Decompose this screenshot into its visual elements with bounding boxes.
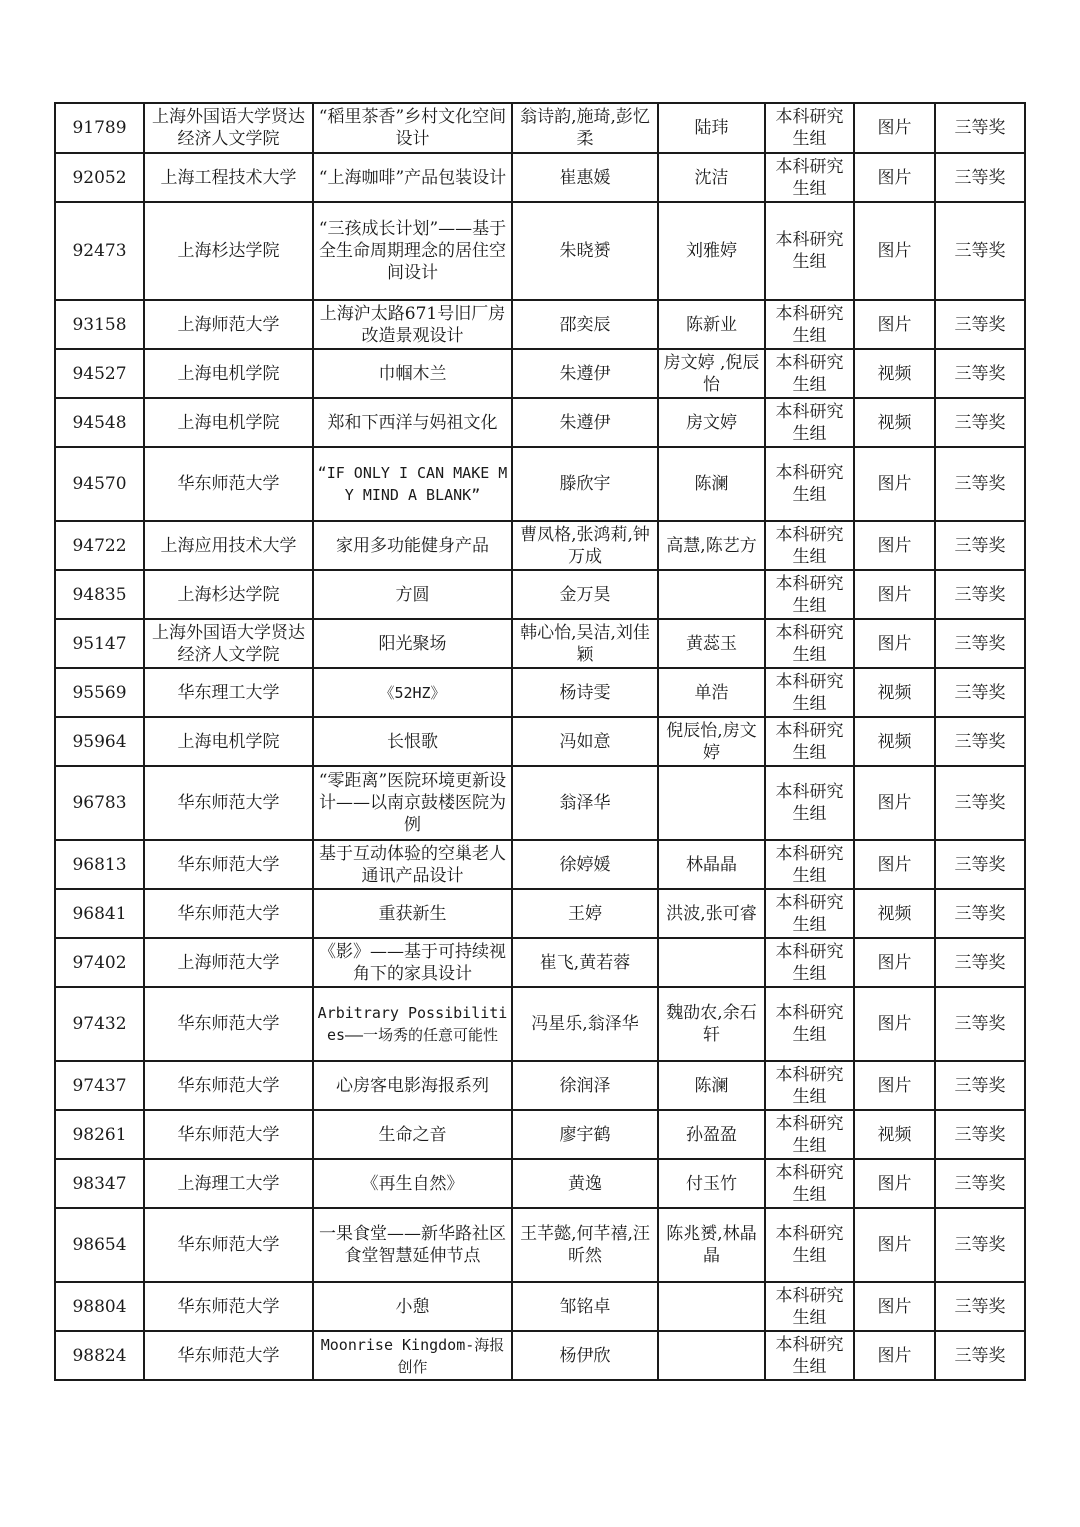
cell-title: “三孩成长计划”——基于全生命周期理念的居住空间设计 — [313, 202, 512, 300]
cell-title: 重获新生 — [313, 889, 512, 938]
cell-id: 96783 — [55, 766, 144, 840]
cell-school: 上海杉达学院 — [144, 570, 313, 619]
cell-id: 92473 — [55, 202, 144, 300]
cell-advisor: 刘雅婷 — [658, 202, 765, 300]
cell-type: 图片 — [854, 1208, 935, 1282]
cell-type: 视频 — [854, 349, 935, 398]
cell-advisor: 高慧,陈艺方 — [658, 521, 765, 570]
cell-type: 图片 — [854, 521, 935, 570]
cell-type: 图片 — [854, 447, 935, 521]
cell-title: 阳光聚场 — [313, 619, 512, 668]
cell-authors: 崔飞,黄若蓉 — [512, 938, 658, 987]
cell-advisor: 黄蕊玉 — [658, 619, 765, 668]
cell-authors: 冯星乐,翁泽华 — [512, 987, 658, 1061]
cell-school: 上海师范大学 — [144, 300, 313, 349]
cell-id: 95147 — [55, 619, 144, 668]
cell-advisor: 单浩 — [658, 668, 765, 717]
cell-authors: 邹铭卓 — [512, 1282, 658, 1331]
cell-id: 93158 — [55, 300, 144, 349]
cell-id: 92052 — [55, 153, 144, 202]
cell-group: 本科研究生组 — [765, 668, 854, 717]
cell-school: 华东师范大学 — [144, 1110, 313, 1159]
cell-award: 三等奖 — [935, 447, 1025, 521]
cell-award: 三等奖 — [935, 398, 1025, 447]
cell-title: 《再生自然》 — [313, 1159, 512, 1208]
cell-award: 三等奖 — [935, 1331, 1025, 1380]
cell-authors: 翁诗韵,施琦,彭忆柔 — [512, 103, 658, 153]
cell-advisor: 陈澜 — [658, 447, 765, 521]
cell-award: 三等奖 — [935, 1208, 1025, 1282]
cell-award: 三等奖 — [935, 766, 1025, 840]
table-row — [55, 987, 1025, 1061]
cell-school: 华东师范大学 — [144, 1208, 313, 1282]
table-row — [55, 521, 1025, 570]
cell-type: 图片 — [854, 938, 935, 987]
cell-id: 96841 — [55, 889, 144, 938]
cell-title: 郑和下西洋与妈祖文化 — [313, 398, 512, 447]
cell-advisor — [658, 1282, 765, 1331]
cell-id: 98824 — [55, 1331, 144, 1380]
cell-title: 心房客电影海报系列 — [313, 1061, 512, 1110]
cell-id: 98261 — [55, 1110, 144, 1159]
cell-type: 视频 — [854, 889, 935, 938]
awards-table-body — [55, 103, 1025, 1380]
cell-authors: 王婷 — [512, 889, 658, 938]
cell-type: 图片 — [854, 1061, 935, 1110]
cell-title: Moonrise Kingdom-海报创作 — [313, 1331, 512, 1380]
cell-group: 本科研究生组 — [765, 521, 854, 570]
cell-school: 华东理工大学 — [144, 668, 313, 717]
cell-school: 上海外国语大学贤达经济人文学院 — [144, 619, 313, 668]
cell-authors: 冯如意 — [512, 717, 658, 766]
cell-award: 三等奖 — [935, 938, 1025, 987]
cell-advisor: 陈新业 — [658, 300, 765, 349]
table-row — [55, 938, 1025, 987]
cell-school: 华东师范大学 — [144, 766, 313, 840]
cell-title: Arbitrary Possibilities——一场秀的任意可能性 — [313, 987, 512, 1061]
cell-group: 本科研究生组 — [765, 766, 854, 840]
cell-authors: 朱遵伊 — [512, 349, 658, 398]
cell-award: 三等奖 — [935, 1110, 1025, 1159]
cell-group: 本科研究生组 — [765, 1159, 854, 1208]
table-row — [55, 447, 1025, 521]
cell-title: “上海咖啡”产品包装设计 — [313, 153, 512, 202]
cell-authors: 杨诗雯 — [512, 668, 658, 717]
cell-advisor: 林晶晶 — [658, 840, 765, 889]
cell-award: 三等奖 — [935, 717, 1025, 766]
cell-authors: 黄逸 — [512, 1159, 658, 1208]
table-row — [55, 1208, 1025, 1282]
cell-id: 97437 — [55, 1061, 144, 1110]
cell-type: 图片 — [854, 766, 935, 840]
cell-group: 本科研究生组 — [765, 349, 854, 398]
cell-award: 三等奖 — [935, 668, 1025, 717]
cell-authors: 朱晓赟 — [512, 202, 658, 300]
cell-award: 三等奖 — [935, 570, 1025, 619]
cell-authors: 崔惠媛 — [512, 153, 658, 202]
cell-id: 94570 — [55, 447, 144, 521]
cell-group: 本科研究生组 — [765, 987, 854, 1061]
cell-type: 图片 — [854, 153, 935, 202]
cell-authors: 邵奕辰 — [512, 300, 658, 349]
cell-advisor: 倪辰怡,房文婷 — [658, 717, 765, 766]
cell-award: 三等奖 — [935, 521, 1025, 570]
cell-advisor — [658, 570, 765, 619]
cell-group: 本科研究生组 — [765, 153, 854, 202]
document-page — [54, 102, 1024, 1381]
cell-type: 图片 — [854, 103, 935, 153]
cell-type: 图片 — [854, 1282, 935, 1331]
table-row — [55, 1282, 1025, 1331]
cell-id: 94527 — [55, 349, 144, 398]
cell-group: 本科研究生组 — [765, 1110, 854, 1159]
cell-title: 巾帼木兰 — [313, 349, 512, 398]
cell-id: 98347 — [55, 1159, 144, 1208]
cell-award: 三等奖 — [935, 840, 1025, 889]
cell-title: 生命之音 — [313, 1110, 512, 1159]
table-row — [55, 717, 1025, 766]
cell-advisor: 陈兆赟,林晶晶 — [658, 1208, 765, 1282]
table-row — [55, 889, 1025, 938]
cell-group: 本科研究生组 — [765, 570, 854, 619]
cell-school: 上海外国语大学贤达经济人文学院 — [144, 103, 313, 153]
cell-award: 三等奖 — [935, 619, 1025, 668]
cell-advisor: 房文婷 ,倪辰怡 — [658, 349, 765, 398]
cell-id: 95964 — [55, 717, 144, 766]
table-row — [55, 668, 1025, 717]
cell-advisor: 孙盈盈 — [658, 1110, 765, 1159]
cell-award: 三等奖 — [935, 1159, 1025, 1208]
cell-authors: 金万昊 — [512, 570, 658, 619]
cell-school: 上海杉达学院 — [144, 202, 313, 300]
cell-title: “稻里茶香”乡村文化空间设计 — [313, 103, 512, 153]
cell-title: 方圆 — [313, 570, 512, 619]
cell-advisor: 房文婷 — [658, 398, 765, 447]
cell-school: 上海电机学院 — [144, 717, 313, 766]
cell-type: 视频 — [854, 717, 935, 766]
cell-award: 三等奖 — [935, 153, 1025, 202]
cell-group: 本科研究生组 — [765, 1331, 854, 1380]
cell-group: 本科研究生组 — [765, 619, 854, 668]
cell-id: 94835 — [55, 570, 144, 619]
cell-group: 本科研究生组 — [765, 840, 854, 889]
cell-authors: 廖宇鹤 — [512, 1110, 658, 1159]
cell-type: 图片 — [854, 619, 935, 668]
cell-authors: 徐润泽 — [512, 1061, 658, 1110]
table-row — [55, 1061, 1025, 1110]
cell-title: “零距离”医院环境更新设计——以南京鼓楼医院为例 — [313, 766, 512, 840]
cell-title: 一果食堂——新华路社区食堂智慧延伸节点 — [313, 1208, 512, 1282]
cell-title: 上海沪太路671号旧厂房改造景观设计 — [313, 300, 512, 349]
awards-table — [54, 102, 1026, 1381]
cell-school: 上海工程技术大学 — [144, 153, 313, 202]
cell-authors: 杨伊欣 — [512, 1331, 658, 1380]
table-row — [55, 840, 1025, 889]
cell-title: 长恨歌 — [313, 717, 512, 766]
cell-school: 上海应用技术大学 — [144, 521, 313, 570]
cell-group: 本科研究生组 — [765, 202, 854, 300]
cell-group: 本科研究生组 — [765, 398, 854, 447]
cell-type: 图片 — [854, 570, 935, 619]
cell-advisor: 陆玮 — [658, 103, 765, 153]
table-row — [55, 1331, 1025, 1380]
cell-group: 本科研究生组 — [765, 103, 854, 153]
cell-advisor: 沈洁 — [658, 153, 765, 202]
cell-title: 《影》——基于可持续视角下的家具设计 — [313, 938, 512, 987]
cell-school: 华东师范大学 — [144, 889, 313, 938]
cell-advisor: 洪波,张可睿 — [658, 889, 765, 938]
table-row — [55, 300, 1025, 349]
cell-type: 视频 — [854, 398, 935, 447]
cell-id: 94548 — [55, 398, 144, 447]
cell-authors: 曹凤格,张鸿莉,钟万成 — [512, 521, 658, 570]
cell-advisor — [658, 766, 765, 840]
table-row — [55, 202, 1025, 300]
cell-id: 98804 — [55, 1282, 144, 1331]
cell-group: 本科研究生组 — [765, 1282, 854, 1331]
table-row — [55, 619, 1025, 668]
cell-title: 家用多功能健身产品 — [313, 521, 512, 570]
table-row — [55, 103, 1025, 153]
table-row — [55, 398, 1025, 447]
table-row — [55, 349, 1025, 398]
cell-award: 三等奖 — [935, 300, 1025, 349]
cell-award: 三等奖 — [935, 1282, 1025, 1331]
cell-type: 图片 — [854, 840, 935, 889]
cell-type: 图片 — [854, 202, 935, 300]
cell-type: 图片 — [854, 987, 935, 1061]
cell-authors: 滕欣宇 — [512, 447, 658, 521]
cell-group: 本科研究生组 — [765, 938, 854, 987]
cell-id: 97432 — [55, 987, 144, 1061]
cell-id: 98654 — [55, 1208, 144, 1282]
cell-award: 三等奖 — [935, 987, 1025, 1061]
cell-advisor — [658, 938, 765, 987]
cell-group: 本科研究生组 — [765, 889, 854, 938]
cell-award: 三等奖 — [935, 103, 1025, 153]
cell-advisor: 魏劭农,余石轩 — [658, 987, 765, 1061]
cell-school: 华东师范大学 — [144, 447, 313, 521]
cell-award: 三等奖 — [935, 1061, 1025, 1110]
cell-group: 本科研究生组 — [765, 447, 854, 521]
cell-group: 本科研究生组 — [765, 1061, 854, 1110]
cell-school: 华东师范大学 — [144, 840, 313, 889]
cell-authors: 徐婷媛 — [512, 840, 658, 889]
cell-id: 94722 — [55, 521, 144, 570]
cell-award: 三等奖 — [935, 202, 1025, 300]
cell-group: 本科研究生组 — [765, 717, 854, 766]
cell-authors: 翁泽华 — [512, 766, 658, 840]
cell-school: 华东师范大学 — [144, 1282, 313, 1331]
cell-title: “IF ONLY I CAN MAKE MY MIND A BLANK” — [313, 447, 512, 521]
cell-school: 上海师范大学 — [144, 938, 313, 987]
cell-school: 上海理工大学 — [144, 1159, 313, 1208]
cell-school: 华东师范大学 — [144, 1061, 313, 1110]
cell-type: 视频 — [854, 1110, 935, 1159]
table-row — [55, 153, 1025, 202]
cell-id: 91789 — [55, 103, 144, 153]
table-row — [55, 1110, 1025, 1159]
cell-authors: 王芊懿,何芊禧,汪昕然 — [512, 1208, 658, 1282]
cell-title: 《52HZ》 — [313, 668, 512, 717]
cell-award: 三等奖 — [935, 889, 1025, 938]
cell-id: 97402 — [55, 938, 144, 987]
cell-id: 96813 — [55, 840, 144, 889]
cell-group: 本科研究生组 — [765, 300, 854, 349]
cell-advisor — [658, 1331, 765, 1380]
cell-school: 上海电机学院 — [144, 349, 313, 398]
cell-title: 基于互动体验的空巢老人通讯产品设计 — [313, 840, 512, 889]
cell-school: 上海电机学院 — [144, 398, 313, 447]
cell-authors: 朱遵伊 — [512, 398, 658, 447]
cell-group: 本科研究生组 — [765, 1208, 854, 1282]
cell-authors: 韩心怡,吴洁,刘佳颖 — [512, 619, 658, 668]
table-row — [55, 570, 1025, 619]
cell-advisor: 陈澜 — [658, 1061, 765, 1110]
cell-type: 图片 — [854, 1331, 935, 1380]
cell-advisor: 付玉竹 — [658, 1159, 765, 1208]
cell-award: 三等奖 — [935, 349, 1025, 398]
cell-title: 小憩 — [313, 1282, 512, 1331]
cell-type: 图片 — [854, 1159, 935, 1208]
cell-school: 华东师范大学 — [144, 987, 313, 1061]
cell-school: 华东师范大学 — [144, 1331, 313, 1380]
cell-id: 95569 — [55, 668, 144, 717]
table-row — [55, 766, 1025, 840]
cell-type: 视频 — [854, 668, 935, 717]
table-row — [55, 1159, 1025, 1208]
cell-type: 图片 — [854, 300, 935, 349]
